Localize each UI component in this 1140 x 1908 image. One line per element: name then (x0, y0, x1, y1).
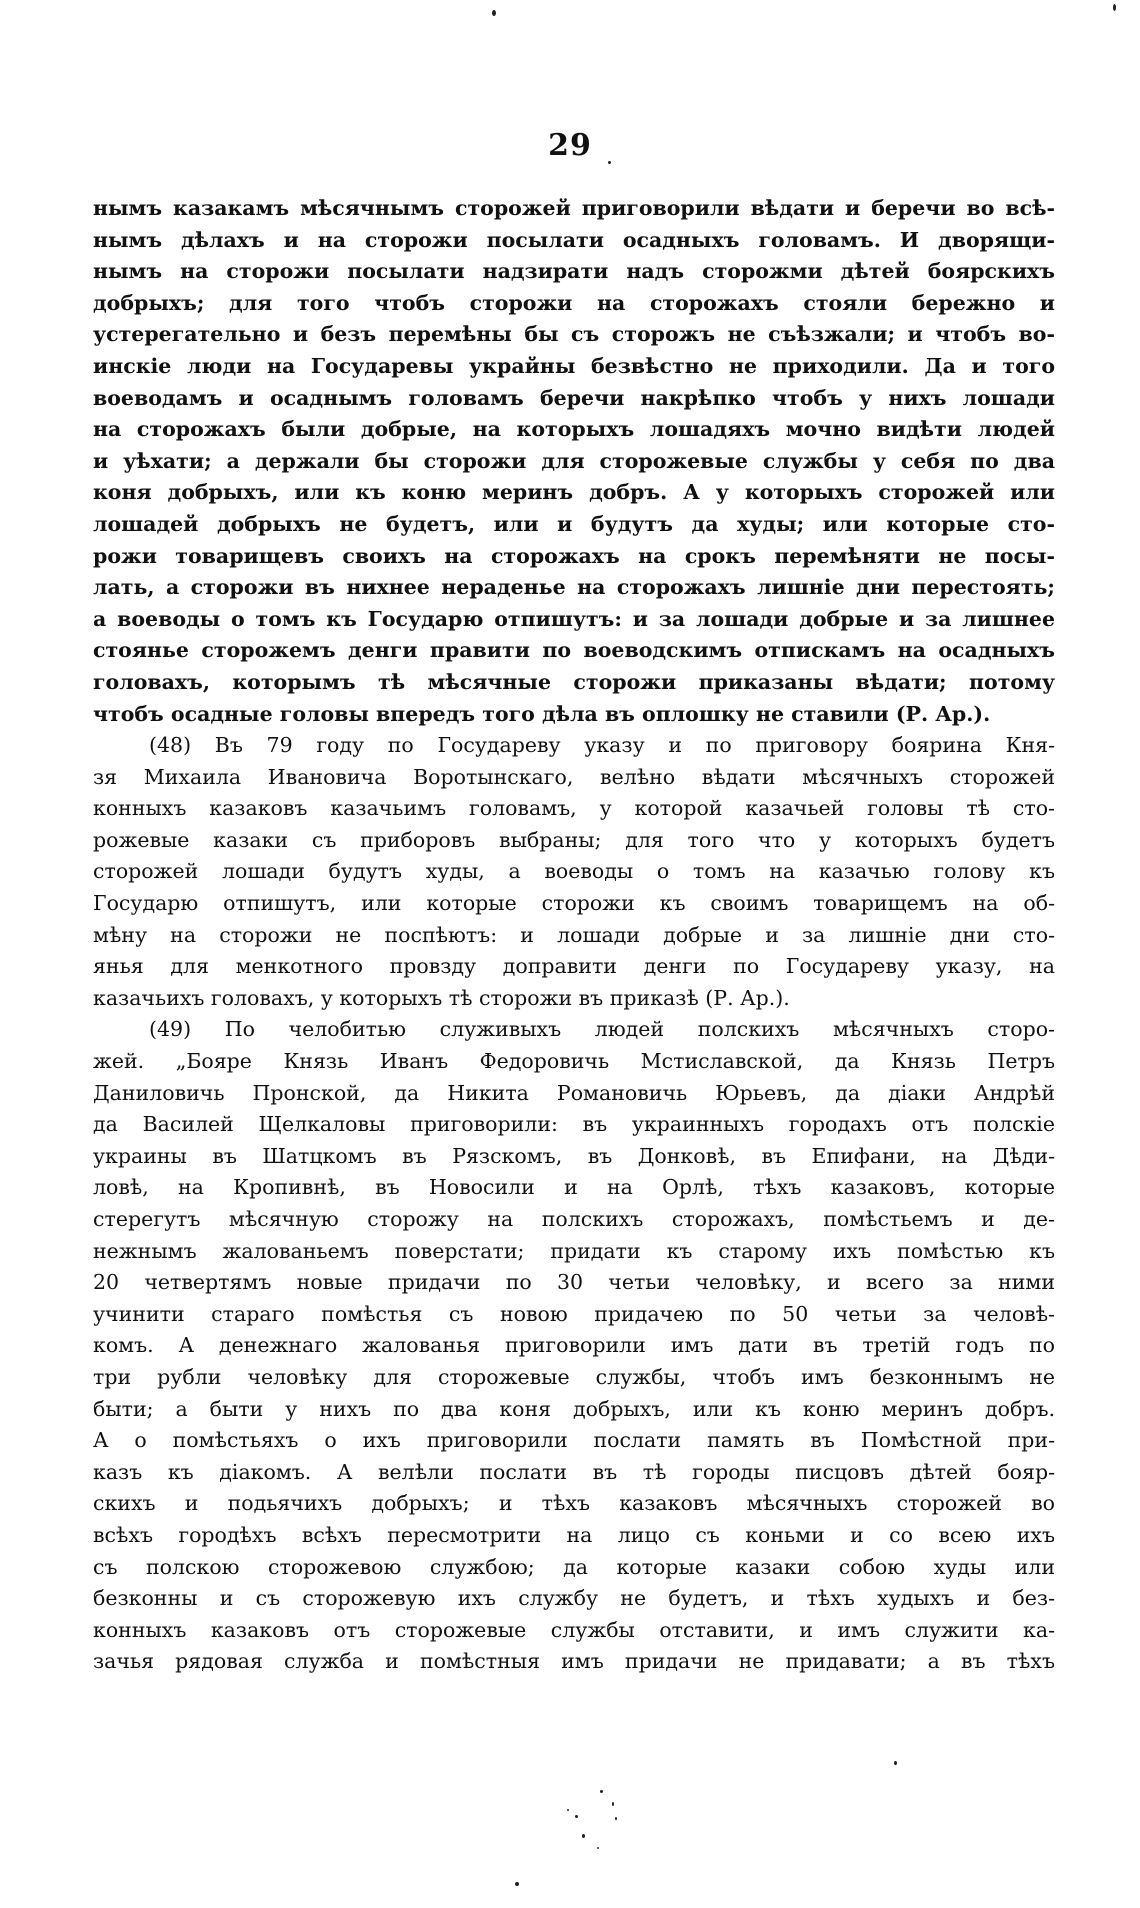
text-line: стерегутъ мѣсячную сторожу на полскихъ сторожахъ, помѣстьемъ и де- (93, 1207, 1055, 1231)
text-line: комъ. А денежнаго жалованья приговорили имъ дати въ третій годъ по (93, 1333, 1055, 1358)
text-line: съ полскою сторожевою службою; да которые казаки собою худы или (93, 1554, 1055, 1579)
scan-speck (575, 1815, 578, 1818)
text-line: рожи товарищевъ своихъ на сторожахъ на срокъ перемѣняти не посы- (93, 543, 1055, 568)
scan-speck (597, 1847, 599, 1849)
text-line: (49) По челобитью служивыхъ людей полскихъ мѣсячныхъ сторо- (149, 1017, 1055, 1042)
text-line: янья для менкотного провзду доправити денги по Государеву указу, на (93, 954, 1055, 979)
text-line: коня добрыхъ, или къ коню меринъ добръ. А у которыхъ сторожей или (93, 480, 1055, 505)
scan-speck (515, 1882, 519, 1886)
text-line: конныхъ казаковъ отъ сторожевые службы отставити, и имъ служити ка- (93, 1617, 1055, 1642)
text-line: казачьихъ головахъ, у которыхъ тѣ сторожи въ приказѣ (Р. Ар.). (93, 985, 790, 1010)
scan-speck (600, 1790, 603, 1793)
text-line: (48) Въ 79 году по Государеву указу и по приговору боярина Кня- (149, 733, 1055, 758)
body-text (93, 193, 1055, 1678)
text-line: нымъ на сторожи посылати надзирати надъ сторожми дѣтей боярскихъ (93, 259, 1055, 284)
paragraph-48 (93, 730, 1055, 1014)
text-line: 20 четвертямъ новые придачи по 30 четьи человѣку, и всего за ними (93, 1270, 1055, 1295)
scan-speck (615, 1817, 617, 1820)
text-line: Даниловичь Пронской, да Никита Романовичь Юрьевъ, да діаки Андрѣй (93, 1080, 1055, 1105)
text-line: зя Михаила Ивановича Воротынскаго, велѣно вѣдати мѣсячныхъ сторожей (93, 764, 1055, 789)
text-line: ловѣ, на Кропивнѣ, въ Новосили и на Орлѣ, тѣхъ казаковъ, которые (93, 1175, 1055, 1200)
scan-speck (894, 1761, 897, 1765)
text-line: скихъ и подьячихъ добрыхъ; и тѣхъ казаковъ мѣсячныхъ сторожей во (93, 1491, 1055, 1516)
text-line: а воеводы о томъ къ Государю отпишутъ: и за лошади добрые и за лишнее (93, 606, 1055, 631)
text-line: конныхъ казаковъ казачьимъ головамъ, у которой казачьей головы тѣ сто- (93, 796, 1055, 821)
text-line: нежнымъ жалованьемъ поверстати; придати къ старому ихъ помѣстью къ (93, 1238, 1055, 1263)
text-line: А о помѣстьяхъ о ихъ приговорили послати память въ Помѣстной при- (93, 1428, 1055, 1453)
text-line: мѣну на сторожи не поспѣютъ: и лошади добрые и за лишніе дни сто- (93, 922, 1055, 947)
text-line: лошадей добрыхъ не будетъ, или и будутъ да худы; или которые сто- (93, 511, 1055, 536)
text-line: рожевые казаки съ приборовъ выбраны; для того что у которыхъ будетъ (93, 827, 1055, 852)
scan-speck (608, 161, 611, 164)
text-line: и уѣхати; а держали бы сторожи для сторожевые службы у себя по два (93, 448, 1055, 473)
text-line: три рубли человѣку для сторожевые службы, чтобъ имъ безконнымъ не (93, 1364, 1055, 1389)
text-line: добрыхъ; для того чтобъ сторожи на сторожахъ стояли бережно и (93, 290, 1055, 315)
paragraph-1 (93, 193, 1055, 730)
text-line: лать, а сторожи въ нихнее нераденье на сторожахъ лишніе дни перестоять; (93, 575, 1055, 600)
scan-speck (492, 10, 496, 16)
text-line: учинити стараго помѣстья съ новою придачею по 50 четьи за человѣ- (93, 1301, 1055, 1326)
scan-speck (582, 1834, 585, 1838)
text-line: жей. „Бояре Князь Иванъ Федоровичь Мстиславской, да Князь Петръ (93, 1049, 1055, 1074)
text-line: быти; а быти у нихъ по два коня добрыхъ, или къ коню меринъ добръ. (93, 1396, 1055, 1421)
page-number: 29 (548, 128, 592, 163)
text-line: на сторожахъ были добрые, на которыхъ лошадяхъ мочно видѣти людей (93, 417, 1055, 442)
text-line: сторожей лошади будутъ худы, а воеводы о томъ на казачью голову къ (93, 859, 1055, 884)
text-line: безконны и съ сторожевую ихъ службу не будетъ, и тѣхъ худыхъ и без- (93, 1586, 1055, 1611)
text-line: украины въ Шатцкомъ въ Рязскомъ, въ Донковѣ, въ Епифани, на Дѣди- (93, 1143, 1055, 1168)
text-line: да Василей Щелкаловы приговорили: въ украинныхъ городахъ отъ полскіе (93, 1112, 1055, 1137)
text-line: инскіе люди на Государевы украйны безвѣстно не приходили. Да и того (93, 353, 1055, 378)
text-line: всѣхъ городѣхъ всѣхъ пересмотрити на лицо съ коньми и со всею ихъ (93, 1522, 1055, 1547)
text-line: зачья рядовая служба и помѣстныя имъ придачи не придавати; а въ тѣхъ (93, 1649, 1055, 1674)
text-line: нымъ казакамъ мѣсячнымъ сторожей приговорили вѣдати и беречи во всѣ- (93, 196, 1055, 220)
scan-speck (1113, 4, 1116, 11)
text-line: нымъ дѣлахъ и на сторожи посылати осадныхъ головамъ. И дворящи- (93, 227, 1055, 252)
text-line: чтобъ осадные головы впередъ того дѣла въ оплошку не ставили (Р. Ар.). (93, 701, 991, 726)
text-line: головахъ, которымъ тѣ мѣсячные сторожи приказаны вѣдати; потому (93, 669, 1055, 694)
text-line: казъ къ діакомъ. А велѣли послати въ тѣ городы писцовъ дѣтей бояр- (93, 1459, 1055, 1484)
paragraph-49 (93, 1014, 1055, 1677)
scan-speck (612, 1802, 614, 1806)
text-line: стоянье сторожемъ денги правити по воеводскимъ отпискамъ на осадныхъ (93, 638, 1055, 663)
text-line: устерегательно и безъ перемѣны бы съ сторожъ не съѣзжали; и чтобъ во- (93, 322, 1055, 347)
scan-speck (567, 1809, 569, 1811)
text-line: Государю отпишутъ, или которые сторожи къ своимъ товарищемъ на об- (93, 891, 1055, 916)
text-line: воеводамъ и осаднымъ головамъ беречи накрѣпко чтобъ у нихъ лошади (93, 385, 1055, 410)
